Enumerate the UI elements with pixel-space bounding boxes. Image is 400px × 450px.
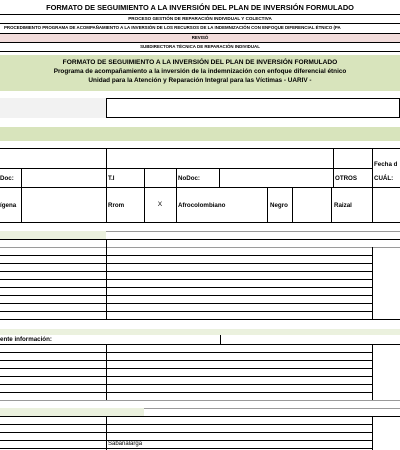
negro-label: Negro — [270, 202, 288, 209]
bottom-strip — [0, 408, 144, 416]
raizal-label: Raizal — [334, 202, 352, 209]
info-label: ente información: — [0, 336, 52, 343]
form-title: FORMATO DE SEGUIMIENTO A LA INVERSIÓN DEL PLAN DE INVERSIÓN FORMULADO — [46, 3, 354, 12]
nodoc-label: NoDoc: — [178, 175, 200, 182]
process-name: PROCESO GESTIÓN DE REPARACIÓN INDIVIDUAL Y COLECTIVA — [128, 16, 272, 21]
cual-label: CUÁL: — [374, 175, 394, 182]
doc-label: Doc: — [0, 175, 14, 182]
green-strip — [0, 231, 106, 239]
section-band — [0, 127, 400, 141]
rrom-label: Rrom — [108, 202, 125, 209]
subdirectorate-name: SUBDIRECTORA TÉCNICA DE REPARACIÓN INDIVIDUAL — [140, 44, 260, 49]
municipality-value[interactable]: Sabanalarga — [108, 441, 143, 447]
entry-field[interactable] — [106, 98, 400, 118]
indigena-label: ígena — [0, 202, 17, 209]
banner-unit: Unidad para la Atención y Reparación Integral para las Víctimas - UARIV - — [88, 77, 312, 84]
ti-label: T.I — [108, 175, 115, 182]
procedure-name: PROCEDIMIENTO PROGRAMA DE ACOMPAÑAMIENTO A LA INVERSIÓN DE LOS RECURSOS DE LA INDEMNIZACIÓN CON ENFOQUE DIFERENCIAL ÉTNICO (PA — [4, 25, 341, 30]
fecha-label: Fecha d — [374, 161, 398, 168]
banner-title: FORMATO DE SEGUIMIENTO A LA INVERSIÓN DEL PLAN DE INVERSIÓN FORMULADO — [62, 59, 338, 66]
otros-label: OTROS — [335, 175, 358, 182]
grey-label-cell — [0, 98, 106, 118]
banner-program: Programa de acompañamiento a la inversión de la indemnización con enfoque diferencial étnico — [53, 68, 347, 75]
info-strip — [0, 329, 400, 335]
afro-label: Afrocolombiano — [178, 202, 226, 209]
rrom-mark[interactable]: X — [157, 201, 163, 208]
reviewed-label: REVISÓ — [191, 35, 209, 40]
